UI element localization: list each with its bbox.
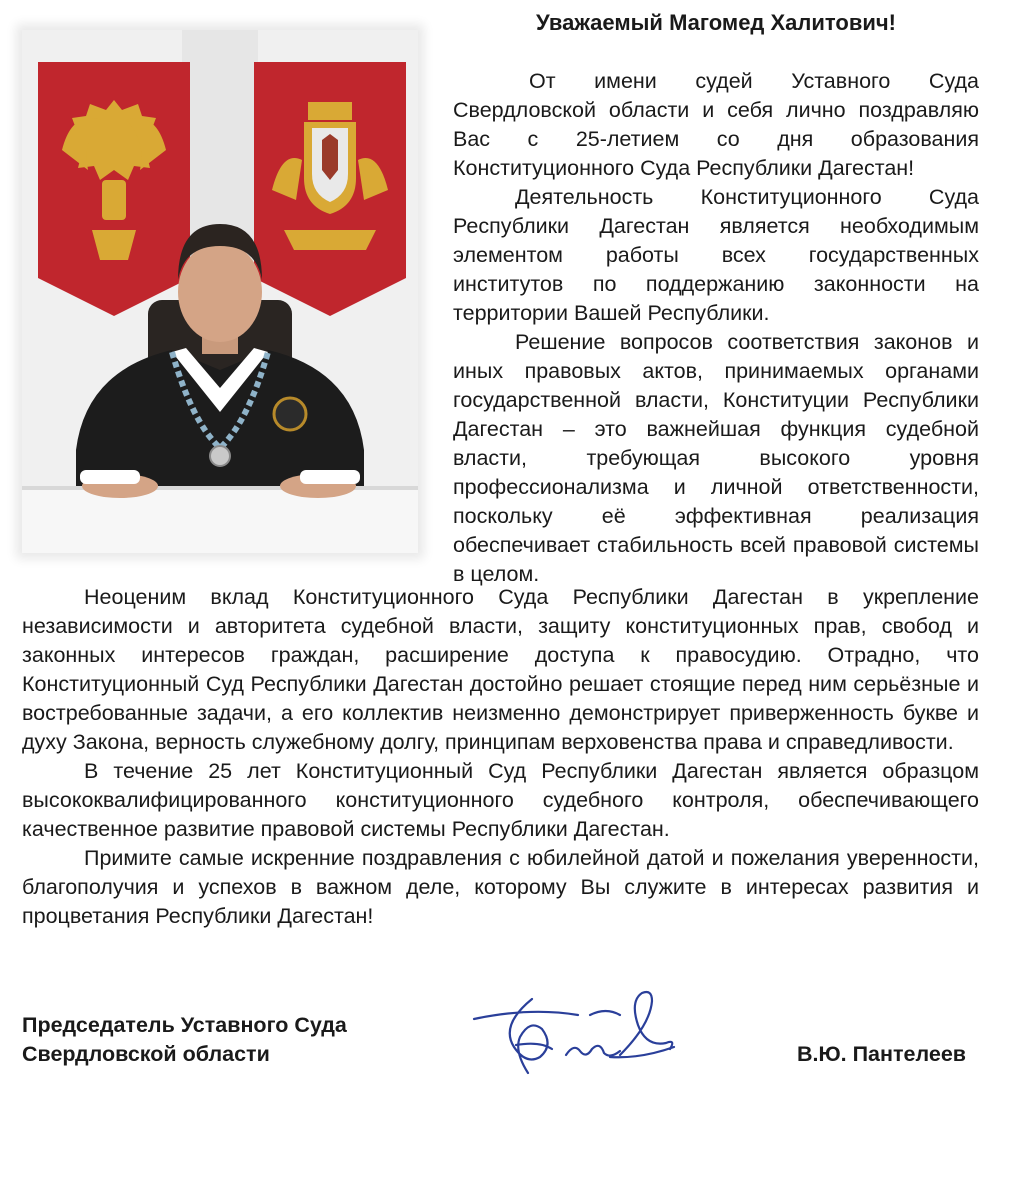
judge-portrait-photo bbox=[22, 30, 418, 553]
handwritten-signature bbox=[470, 985, 680, 1080]
signatory-title-line-2: Свердловской области bbox=[22, 1042, 270, 1066]
signatory-name: В.Ю. Пантелеев bbox=[796, 1042, 966, 1066]
signatory-title bbox=[22, 1011, 347, 1069]
greeting-heading: Уважаемый Магомед Халитович! bbox=[536, 10, 896, 35]
paragraph-4: Неоценим вклад Конституционного Суда Республики Дагестан в укрепление независимости и авторитета судебной власти, защиту конституционных прав, свобод и законных интересов граждан, расширение доступа к правосудию. Отрадно, что Конституционный Суд Республики Дагестан достойно решает стоящие перед ним серьёзные и востребованные задачи, а его коллектив неизменно демонстрирует приверженность букве и духу Закона, верность служебному долгу, принципам верховенства права и справедливости. bbox=[22, 585, 979, 754]
paragraph-1: От имени судей Уставного Суда Свердловской области и себя лично поздравляю Вас с 25-летием со дня образования Конституционного Суда Республики Дагестан! bbox=[453, 69, 979, 180]
paragraph-5: В течение 25 лет Конституционный Суд Республики Дагестан является образцом высококвалифицированного конституционного судебного контроля, обеспечивающего качественное развитие правовой системы Республики Дагестан. bbox=[22, 759, 979, 841]
letter-body-full-width bbox=[22, 583, 979, 931]
paragraph-2: Деятельность Конституционного Суда Республики Дагестан является необходимым элементом работы всех государственных институтов по поддержанию законности на территории Вашей Республики. bbox=[453, 185, 979, 325]
letter-body-right-column bbox=[453, 67, 979, 589]
paragraph-3: Решение вопросов соответствия законов и иных правовых актов, принимаемых органами государственной власти, Конституции Республики Дагестан – это важнейшая функция судебной власти, требующая высокого уровня профессионализма и личной ответственности, поскольку её эффективная реализация обеспечивает стабильность всей правовой системы в целом. bbox=[453, 330, 979, 586]
paragraph-6: Примите самые искренние поздравления с юбилейной датой и пожелания уверенности, благополучия и успехов в важном деле, которому Вы служите в интересах развития и процветания Республики Дагестан! bbox=[22, 846, 979, 928]
signatory-title-line-1: Председатель Уставного Суда bbox=[22, 1013, 347, 1037]
